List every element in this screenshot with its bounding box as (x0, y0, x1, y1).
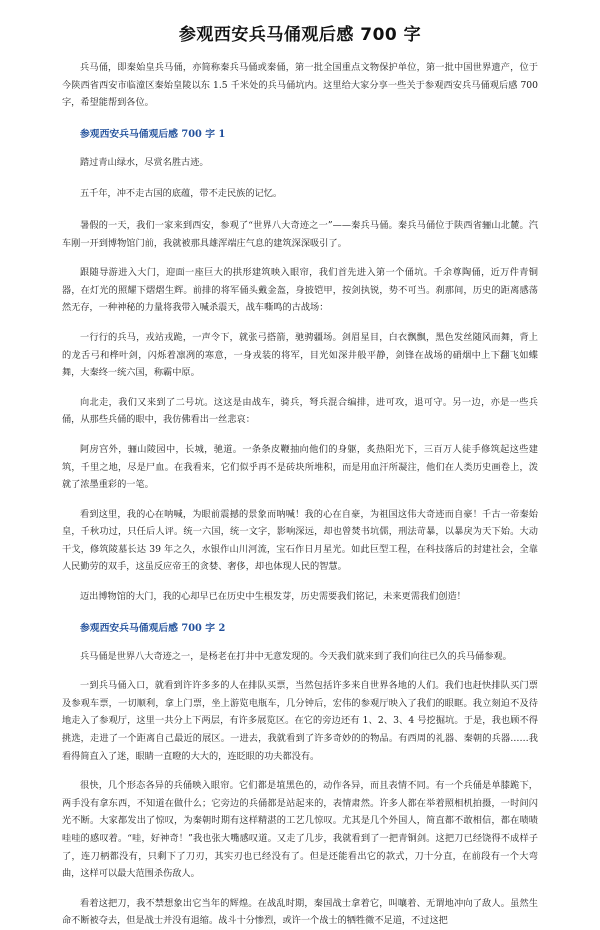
section-heading-2: 参观西安兵马俑观后感 700 字 2 (80, 622, 226, 634)
paragraph: 踏过青山绿水，尽赏名胜古迹。 (80, 156, 209, 168)
paragraph: 一行行的兵马，戎站戎跪，一声令下，就张弓搭箭，驰骋疆场。剑眉星目，白衣飘飘，黑色发丝随风而舞，背上的龙舌弓和桦叶剑，闪烁着凛冽的寒意，一身戎装的将军，目光如深井般平静，剑锋在战场的硝烟中上下翻飞如蝶舞，大秦终一统六国，称霸中原。 (62, 331, 538, 379)
paragraph: 看着这把刀，我不禁想象出它当年的辉煌。在战乱时期，秦国战士拿着它，叫嚷着、无谓地冲向了敌人。虽然生命不断被夺去，但是战士并没有退缩。战斗十分惨烈，或许一个战士的牺牲微不足道，不过这把 (62, 897, 538, 927)
paragraph: 暑假的一天，我们一家来到西安，参观了“世界八大奇迹之一”——秦兵马俑。秦兵马俑位于陕西省骊山北麓。汽车刚一开到博物馆门前，我就被那具雄浑端庄气息的建筑深深吸引了。 (62, 219, 538, 249)
paragraph: 迈出博物馆的大门，我的心却早已在历史中生根发芽，历史需要我们铭记，未来更需我们创造！ (80, 591, 466, 603)
paragraph: 向北走，我们又来到了二号坑。这这是由战车，骑兵，弩兵混合编排，进可攻，退可守。另一边，亦是一些兵俑，从那些兵俑的眼中，我仿佛看出一丝悲哀： (62, 396, 538, 426)
paragraph: 很快，几个形态各异的兵俑映入眼帘。它们都是埴黑色的，动作各异，而且表情不同。有一个兵俑是单膝跪下，两手没有拿东西，不知道在做什么；它旁边的兵俑都是站起来的，表情肃然。许多人都在举着照相机拍摄，一时间闪光不断。大家都发出了惊叹，为秦朝时期有这样精湛的工艺几惊叹。尤其是几个外国人，简直都不敢相信，都在啧啧哇哇的感叹着。“哇，好神奇！”我也张大嘴感叹道。又走了几步，我就看到了一把青铜剑。这把刀已经饶得不成样子了，连刀柄都没有，只剩下了刀刃，其实刃也已经没有了。但是还能看出它的款式，刀十分直，在前段有一个大弯曲，这样可以最大范围杀伤敌人。 (62, 780, 538, 880)
page-title: 参观西安兵马俑观后感 700 字 (178, 25, 422, 45)
section-heading-1: 参观西安兵马俑观后感 700 字 1 (80, 128, 226, 140)
paragraph: 五千年，冲不走古国的底蕴，带不走民族的记忆。 (80, 188, 283, 200)
paragraph: 看到这里，我的心在呐喊，为眼前震撼的景象而呐喊！我的心在自豪，为祖国这伟大奇迹而自豪！千古一帝秦始皇，千秋功过，只任后人评。统一六国，统一文字，影响深远，却也曾焚书坑儒，刑法苛暴，以暴戾为天下始。大动干戈，修筑陵墓长达 39 年之久，水银作山川河流，宝石作日月星光。如此巨型工程，在科技落后的封建社会，全靠人民勤劳的双手，这虽反应帝王的贪婪、奢侈，却也体现人民的智慧。 (62, 508, 538, 573)
paragraph: 阿房宫外，骊山陵园中，长城，驰道。一条条皮鞭抽向他们的身躯，炙热阳光下，三百万人徒手修筑起这些建筑，千里之地，尽是尸血。在我看来，它们似乎再不是砖块所堆积，而是用血汗所凝注，他们在人类历史画卷上，泼就了浓墨重彩的一笔。 (62, 443, 538, 491)
intro-paragraph: 兵马俑，即秦始皇兵马俑，亦简称秦兵马俑或秦俑，第一批全国重点文物保护单位，第一批中国世界遗产，位于今陕西省西安市临潼区秦始皇陵以东 1.5 千米处的兵马俑坑内。这里给大家分享一些关于参观西安兵马俑观后感 700 字，希望能帮到各位。 (62, 62, 538, 109)
paragraph: 一到兵马俑入口，就看到许许多多的人在排队买票，当然包括许多来自世界各地的人们。我们也赶快排队买门票及参观车票，一切顺利，拿上门票，坐上游览电瓶车，几分钟后，宏伟的参观厅映入了我们的眼眶。我立刻迫不及待地走入了参观厅，这里一共分上下两层，有许多展览区。在它的旁边还有 1、2、3、4 号挖掘坑。于是，我也顾不得挑选，走进了一个距离自己最近的展区。一进去，我就看到了许多奇妙的的物品。有西周的礼器、秦朝的兵器……我看得简直入了迷，眼睛一直瞪的大大的，连眨眼的功夫都没有。 (62, 680, 538, 762)
paragraph: 兵马俑是世界八大奇迹之一，是杨老在打井中无意发现的。今天我们就来到了我们向往已久的兵马俑参观。 (80, 650, 512, 662)
paragraph: 跟随导游进入大门，迎面一座巨大的拱形建筑映入眼帘，我们首先进入第一个俑坑。千余尊陶俑，近万件青铜器，在灯光的照耀下熠熠生辉。前排的将军俑头戴金盔，身披铠甲，按剑执锐，势不可当。刹那间，历史的距离感荡然无存，一种神秘的力量将我带入喊杀震天，战车嘶鸣的古战场： (62, 267, 538, 314)
